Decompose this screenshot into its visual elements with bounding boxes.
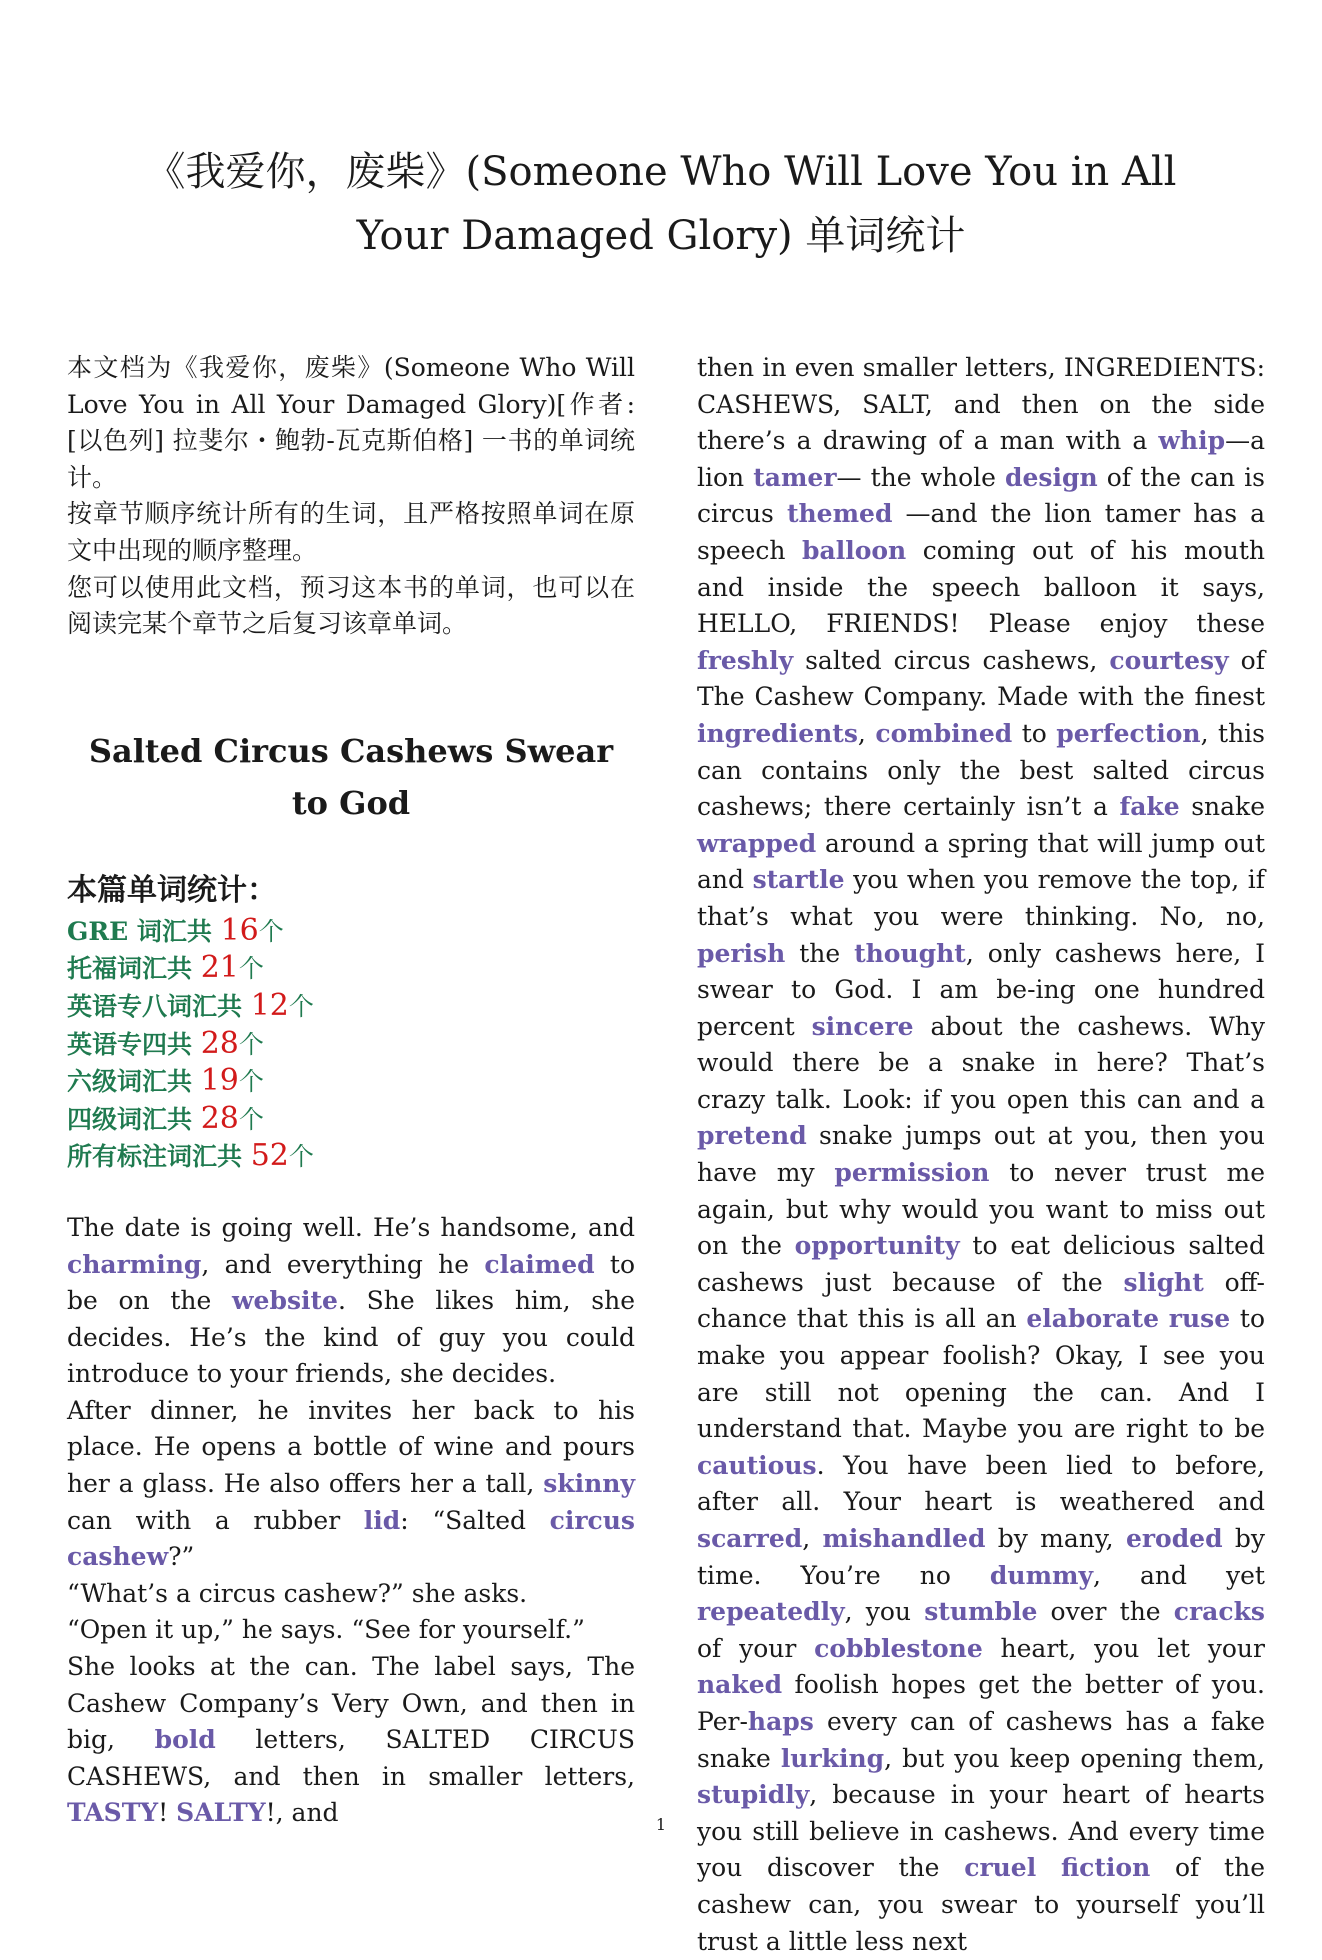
vocab-word: bold — [154, 1725, 216, 1755]
vocab-word: TASTY — [67, 1798, 159, 1828]
chapter-title: Salted Circus Cashews Swear to God — [88, 731, 614, 822]
word-stats — [67, 869, 635, 1176]
stat-line — [67, 1063, 635, 1101]
vocab-word: balloon — [802, 535, 907, 565]
stat-label: 英语专四共 — [67, 1029, 201, 1059]
text-run: , and everything he — [201, 1249, 485, 1279]
text-run — [1159, 1304, 1169, 1333]
text-run: to be on the — [67, 1249, 635, 1316]
text-run: , only cashews here, I swear to God. I am be-ing one hundred percent — [697, 938, 1265, 1041]
stat-label: 六级词汇共 — [67, 1067, 201, 1097]
stat-suffix: 个 — [238, 1029, 264, 1059]
intro-paragraph: 本文档为《我爱你，废柴》(Someone Who Will Love You in All Your Damaged Glory)[作者: [以色列] 拉斐尔・鲍勃-瓦克斯伯格] 一书的单词统计。 — [67, 353, 635, 492]
text-run: ?” — [168, 1542, 195, 1572]
vocab-word: fiction — [1060, 1853, 1151, 1883]
vocab-word: cautious — [697, 1450, 817, 1480]
vocab-word: courtesy — [1109, 645, 1229, 675]
vocab-word: perish — [697, 938, 786, 968]
text-run: — the whole — [836, 462, 1005, 492]
vocab-word: SALTY — [176, 1798, 266, 1828]
text-run: salted circus cashews, — [793, 645, 1110, 675]
stat-label: 托福词汇共 — [67, 954, 201, 984]
text-run: of the can is circus — [697, 462, 1265, 529]
text-run: : “Salted — [400, 1505, 550, 1535]
vocab-word: thought — [854, 938, 966, 968]
text-run: letters, SALTED CIRCUS CASHEWS, and then in smaller letters, — [67, 1725, 635, 1791]
text-run: coming out of his mouth and inside the speech balloon it says, HELLO, FRIENDS! Please enjoy these — [697, 535, 1265, 639]
vocab-word: circus — [549, 1505, 635, 1535]
text-run: you when you remove the top, if that’s what you were thinking. No, no, — [697, 865, 1265, 931]
vocab-word: sincere — [811, 1011, 914, 1041]
text-run: ! — [158, 1798, 177, 1828]
vocab-word: claimed — [484, 1249, 595, 1279]
vocab-word: skinny — [543, 1469, 635, 1499]
story-paragraph — [67, 1649, 635, 1832]
story-paragraph — [697, 350, 1265, 1960]
text-run: , you — [844, 1597, 925, 1627]
text-run: the — [785, 938, 855, 968]
stat-label: 所有标注词汇共 — [67, 1142, 251, 1172]
text-run: She looks at the can. The label says, The Cashew Company’s Very Own, and then in big, — [67, 1652, 635, 1755]
stat-count: 52 — [250, 1138, 289, 1174]
vocab-word: cobblestone — [814, 1633, 983, 1663]
stat-count: 28 — [200, 1025, 239, 1061]
story-text-left — [67, 1210, 635, 1832]
vocab-word: cruel — [964, 1853, 1037, 1883]
vocab-word: permission — [834, 1158, 990, 1188]
intro-section — [67, 350, 635, 643]
vocab-word: lurking — [780, 1743, 885, 1773]
story-paragraph — [67, 1210, 635, 1393]
story-paragraph — [67, 1612, 635, 1649]
vocab-word: dummy — [989, 1560, 1093, 1590]
vocab-word: naked — [697, 1670, 783, 1700]
text-run: of the cashew can, you swear to yourself you’ll trust a little less next — [697, 1853, 1265, 1956]
stat-count: 12 — [250, 987, 289, 1023]
text-run: —and the lion tamer has a speech — [697, 499, 1266, 565]
text-run: , and yet — [1093, 1560, 1265, 1590]
story-text-right — [697, 350, 1265, 1960]
text-run: around a spring that will jump out and — [697, 828, 1265, 895]
vocab-word: cracks — [1173, 1597, 1265, 1627]
vocab-word: pretend — [697, 1121, 807, 1151]
right-column — [697, 350, 1265, 1960]
text-run: about the cashews. Why would there be a snake in here? That’s crazy talk. Look: if you open this can and a — [697, 1011, 1265, 1114]
stat-count: 19 — [200, 1063, 239, 1099]
text-run: !, and — [265, 1798, 339, 1828]
vocab-word: slight — [1123, 1267, 1204, 1297]
text-run: “What’s a circus cashew?” she asks. — [67, 1578, 528, 1608]
stat-suffix: 个 — [238, 1067, 264, 1097]
text-run: , because in your heart of hearts you still believe in cashews. And every time you discover the — [697, 1780, 1265, 1883]
stat-line — [67, 988, 635, 1026]
text-run: off-chance that this is all an — [697, 1267, 1265, 1334]
vocab-word: design — [1005, 462, 1098, 492]
text-run: every can of cashews has a fake snake — [697, 1706, 1265, 1773]
vocab-word: fake — [1119, 792, 1180, 822]
text-run — [1036, 1853, 1061, 1882]
vocab-word: mishandled — [822, 1524, 986, 1553]
intro-paragraph: 您可以使用此文档，预习这本书的单词，也可以在阅读完某个章节之后复习该章单词。 — [67, 572, 635, 639]
stat-line — [67, 1026, 635, 1064]
text-run: . She likes him, she decides. He’s the kind of guy you could introduce to your friends, she decides. — [67, 1286, 636, 1389]
vocab-word: opportunity — [794, 1231, 960, 1261]
text-run: by many, — [985, 1524, 1126, 1553]
stat-suffix: 个 — [258, 916, 284, 946]
text-run: can with a rubber — [67, 1505, 364, 1535]
stat-count: 28 — [200, 1100, 239, 1136]
text-run: . You have been lied to before, after all. Your heart is weathered and — [697, 1450, 1265, 1517]
text-run: —a lion — [697, 426, 1265, 492]
vocab-word: stumble — [924, 1597, 1038, 1627]
stat-label: GRE 词汇共 — [67, 916, 221, 946]
page-number: 1 — [655, 1815, 667, 1834]
vocab-word: startle — [752, 865, 845, 895]
stat-suffix: 个 — [238, 1104, 264, 1134]
document-title: 《我爱你，废柴》(Someone Who Will Love You in All Your Damaged Glory) 单词统计 — [145, 149, 1177, 259]
stat-line — [67, 913, 635, 951]
text-run: to never trust me again, but why would you want to miss out on the — [697, 1158, 1265, 1261]
text-run: , this can contains only the best salted circus cashews; there certainly isn’t a — [697, 718, 1265, 822]
text-run: to — [1012, 718, 1057, 748]
left-column — [67, 350, 635, 1832]
vocab-word: repeatedly — [697, 1597, 845, 1627]
text-run: of your — [697, 1633, 815, 1663]
vocab-word: elaborate — [1026, 1304, 1159, 1334]
stats-heading: 本篇单词统计： — [67, 872, 277, 908]
text-run: foolish hopes get the better of you. Per- — [697, 1670, 1265, 1736]
stat-suffix: 个 — [288, 991, 314, 1021]
text-run: to make you appear foolish? Okay, I see you are still not opening the can. And I understand that. Maybe you are right to be — [697, 1304, 1266, 1444]
text-run: to eat delicious salted cashews just because of the — [697, 1231, 1265, 1297]
vocab-word: ingredients — [697, 718, 858, 748]
stat-label: 英语专八词汇共 — [67, 991, 251, 1021]
text-run: heart, you let your — [982, 1633, 1265, 1663]
stat-count: 21 — [200, 950, 239, 986]
vocab-word: scarred — [697, 1524, 803, 1553]
vocab-word: cashew — [67, 1542, 169, 1572]
vocab-word: wrapped — [697, 828, 817, 858]
text-run: After dinner, he invites her back to his place. He opens a bottle of wine and pours her a glass. He also offers her a tall, — [67, 1395, 635, 1499]
story-paragraph — [67, 1576, 635, 1613]
vocab-word: freshly — [697, 645, 794, 675]
vocab-word: ruse — [1168, 1304, 1231, 1334]
vocab-word: website — [232, 1286, 338, 1316]
text-run: of The Cashew Company. Made with the finest — [697, 645, 1265, 712]
vocab-word: lid — [363, 1505, 401, 1535]
stat-line — [67, 950, 635, 988]
vocab-word: eroded — [1125, 1524, 1223, 1553]
vocab-word: charming — [67, 1249, 202, 1279]
text-run: The date is going well. He’s handsome, and — [67, 1212, 635, 1242]
stat-line — [67, 1138, 635, 1176]
text-run: snake — [1179, 792, 1265, 822]
vocab-word: haps — [747, 1706, 814, 1736]
vocab-word: combined — [875, 718, 1013, 748]
stat-label: 四级词汇共 — [67, 1104, 201, 1134]
stat-suffix: 个 — [238, 954, 264, 984]
stat-line — [67, 1101, 635, 1139]
text-run: then in even smaller letters, INGREDIENTS: CASHEWS, SALT, and then on the side there’s a drawing of a man with a — [697, 353, 1265, 456]
vocab-word: tamer — [753, 462, 837, 492]
stat-suffix: 个 — [288, 1142, 314, 1172]
text-run: over the — [1037, 1597, 1174, 1627]
text-run: , — [857, 718, 876, 748]
text-run: , — [802, 1524, 823, 1553]
story-paragraph — [67, 1393, 635, 1576]
text-run: snake jumps out at you, then you have my — [697, 1121, 1265, 1188]
text-run: “Open it up,” he says. “See for yourself.” — [67, 1615, 585, 1645]
vocab-word: whip — [1158, 426, 1226, 456]
intro-paragraph: 按章节顺序统计所有的生词，且严格按照单词在原文中出现的顺序整理。 — [67, 499, 635, 565]
vocab-word: themed — [786, 499, 893, 529]
vocab-word: stupidly — [697, 1780, 810, 1810]
stat-count: 16 — [220, 912, 259, 948]
vocab-word: perfection — [1056, 718, 1201, 748]
text-run: by time. You’re no — [697, 1524, 1265, 1590]
text-run: , but you keep opening them, — [884, 1743, 1266, 1773]
